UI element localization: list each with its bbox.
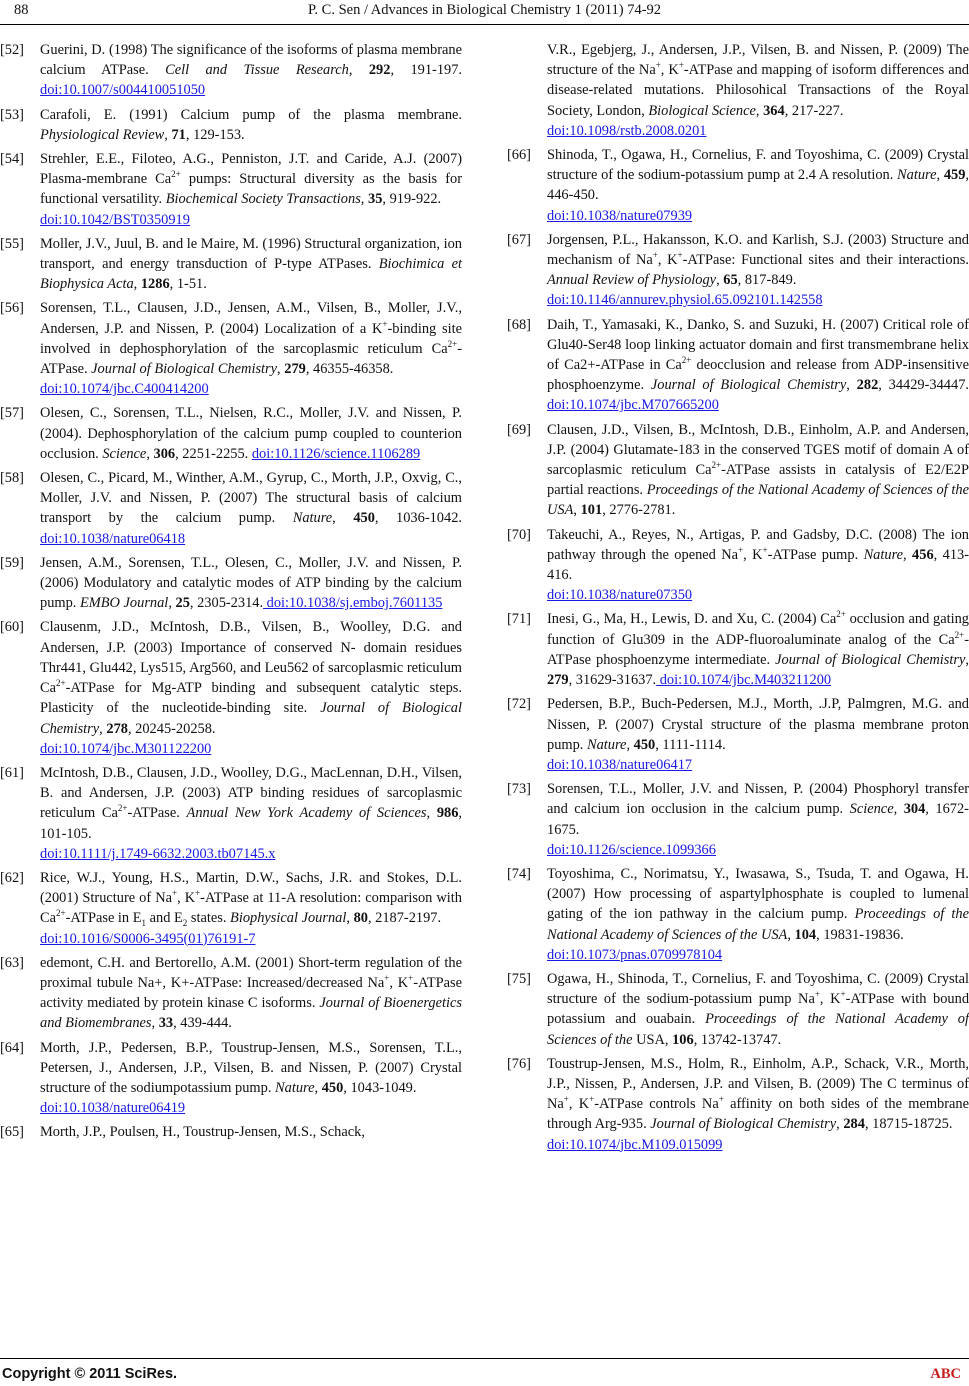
- reference-73: [507, 779, 969, 860]
- reference-text: Jorgensen, P.L., Hakansson, K.O. and Karlish, S.J. (2003) Structure and mechanism of Na+, K+-ATPase: Functional sites and their interactions. Annual Review of Physiology, 65, 817-849. doi:10.1146/annurev.physiol.65.092101.142558: [547, 231, 969, 309]
- doi-link[interactable]: doi:10.1038/nature07350: [547, 587, 693, 604]
- reference-62: [0, 868, 462, 949]
- reference-text: Takeuchi, A., Reyes, N., Artigas, P. and Gadsby, D.C. (2008) The ion pathway through the opened Na+, K+-ATPase pump. Nature, 456, 413-416. doi:10.1038/nature07350: [547, 526, 969, 604]
- reference-56: [0, 298, 462, 399]
- doi-link[interactable]: doi:10.1111/j.1749-6632.2003.tb07145.x: [40, 845, 276, 862]
- reference-number: [70]: [507, 526, 531, 543]
- reference-64: [0, 1038, 462, 1119]
- doi-link[interactable]: doi:10.1074/jbc.M301122200: [40, 740, 212, 757]
- reference-number: [73]: [507, 781, 531, 798]
- reference-text: Jensen, A.M., Sorensen, T.L., Olesen, C., Moller, J.V. and Nissen, P. (2006) Modulatory and catalytic modes of ATP binding by the calcium pump. EMBO Journal, 25, 2305-2314. doi:10.1038/sj.emboj.7601135: [40, 554, 462, 612]
- references-left-column: [0, 40, 462, 1147]
- doi-link[interactable]: doi:10.1073/pnas.0709978104: [547, 946, 723, 963]
- reference-text: Moller, J.V., Juul, B. and le Maire, M. (1996) Structural organization, ion transport, and energy transduction of P-type ATPases. Biochimica et Biophysica Acta, 1286, 1-51.: [40, 235, 462, 293]
- reference-text: McIntosh, D.B., Clausen, J.D., Woolley, D.G., MacLennan, D.H., Vilsen, B. and Andersen, J.P. (2003) ATP binding residues of sarcoplasmic reticulum $Ca^{2+}$-ATPase. Annual New York Academy of Sciences, 986, 101-105. doi:10.1111/j.1749-6632.2003.tb07145.x: [40, 764, 463, 862]
- reference-number: [57]: [0, 405, 24, 422]
- doi-link[interactable]: doi:10.1016/S0006-3495(01)76191-7: [40, 930, 256, 947]
- reference-number: [74]: [507, 865, 531, 882]
- reference-60: [0, 617, 462, 758]
- doi-link[interactable]: doi:10.1007/s004410051050: [40, 82, 206, 99]
- doi-link[interactable]: doi:10.1038/nature07939: [547, 207, 693, 224]
- reference-number: [64]: [0, 1039, 24, 1056]
- reference-66: [507, 145, 969, 226]
- reference-text: Clausen, J.D., Vilsen, B., McIntosh, D.B., Einholm, A.P. and Andersen, J.P. (2004) Glutamate-183 in the conserved TGES motif of domain A of sarcoplasmic reticulum $Ca^{2+}$-ATPase assists in catalysis of E2/E2P partial reactions. Proceedings of the National Academy of Sciences of the USA, 101, 2776-2781.: [547, 421, 969, 519]
- reference-text: Shinoda, T., Ogawa, H., Cornelius, F. and Toyoshima, C. (2009) Crystal structure of the sodium-potassium pump at 2.4 A resolution. Nature, 459, 446-450. doi:10.1038/nature07939: [547, 147, 969, 224]
- reference-number: [54]: [0, 151, 24, 168]
- reference-number: [59]: [0, 554, 24, 571]
- reference-number: [76]: [507, 1055, 531, 1072]
- reference-53: [0, 105, 462, 145]
- reference-text: Olesen, C., Picard, M., Winther, A.M., Gyrup, C., Morth, J.P., Oxvig, C., Moller, J.V. and Nissen, P. (2007) The structural basis of calcium transport by the calcium pump. Nature, 450, 1036-1042. doi:10.1038/nature06418: [40, 470, 462, 547]
- doi-link[interactable]: doi:10.1042/BST0350919: [40, 211, 190, 228]
- reference-number: [58]: [0, 470, 24, 487]
- references-right-column: [507, 40, 969, 1159]
- reference-72: [507, 694, 969, 775]
- reference-number: [52]: [0, 42, 24, 58]
- reference-71: [507, 609, 969, 690]
- reference-text: Strehler, E.E., Filoteo, A.G., Penniston, J.T. and Caride, A.J. (2007) Plasma-membrane $Ca^{2+}$ pumps: Structural diversity as the basis for functional versatility. Biochemical Society Transactions, 35, 919-922. doi:10.1042/BST0350919: [40, 151, 462, 228]
- reference-59: [0, 553, 462, 614]
- reference-67: [507, 230, 969, 311]
- doi-link[interactable]: doi:10.1126/science.1106289: [251, 445, 421, 462]
- reference-57: [0, 403, 462, 464]
- reference-number: [55]: [0, 235, 24, 252]
- reference-text: Sorensen, T.L., Moller, J.V. and Nissen, P. (2004) Phosphoryl transfer and calcium ion occlusion in the calcium pump. Science, 304, 1672-1675. doi:10.1126/science.1099366: [547, 781, 969, 858]
- reference-number: [63]: [0, 954, 24, 971]
- reference-text: Morth, J.P., Pedersen, B.P., Toustrup-Jensen, M.S., Sorensen, T.L., Petersen, J., Andersen, J.P., Vilsen, B. and Nissen, P. (2007) Crystal structure of the sodiumpotassium pump. Nature, 450, 1043-1049. doi:10.1038/nature06419: [40, 1039, 462, 1117]
- header-rule: [0, 24, 969, 25]
- reference-text: Ogawa, H., Shinoda, T., Cornelius, F. and Toyoshima, C. (2009) Crystal structure of the sodium-potassium pump Na+, K+-ATPase with bound potassium and ouabain. Proceedings of the National Academy of Sciences of the USA, 106, 13742-13747.: [547, 970, 969, 1048]
- reference-text: Guerini, D. (1998) The significance of the isoforms of plasma membrane calcium ATPase. Cell and Tissue Research, 292, 191-197. doi:10.1007/s004410051050: [40, 42, 463, 99]
- doi-link[interactable]: doi:10.1126/science.1099366: [547, 841, 716, 858]
- doi-link[interactable]: doi:10.1038/nature06417: [547, 756, 693, 773]
- reference-text: Olesen, C., Sorensen, T.L., Nielsen, R.C., Moller, J.V. and Nissen, P. (2004). Dephosphorylation of the calcium pump coupled to counterion occlusion. Science, 306, 2251-2255. doi:10.1126/science.1106289: [40, 405, 462, 462]
- reference-number: [62]: [0, 869, 24, 886]
- page-number: 88: [14, 2, 29, 18]
- reference-number: [56]: [0, 300, 24, 317]
- publisher-logo: ABC: [930, 1366, 961, 1382]
- reference-74: [507, 864, 969, 965]
- reference-text: Toyoshima, C., Norimatsu, Y., Iwasawa, S., Tsuda, T. and Ogawa, H. (2007) How processing of aspartylphosphate is coupled to lumenal gating of the ion pathway in the calcium pump. Proceedings of the National Academy of Sciences of the USA, 104, 19831-19836. doi:10.1073/pnas.0709978104: [547, 865, 969, 963]
- footer-rule: [0, 1358, 969, 1359]
- reference-number: [75]: [507, 970, 531, 987]
- doi-link[interactable]: doi:10.1038/sj.emboj.7601135: [263, 595, 443, 612]
- reference-text: Toustrup-Jensen, M.S., Holm, R., Einholm, A.P., Schack, V.R., Morth, J.P., Nissen, P., Andersen, J.P. and Vilsen, B. (2009) The C terminus of Na+, K+-ATPase controls Na+ affinity on both sides of the membrane through Arg-935. Journal of Biological Chemistry, 284, 18715-18725. doi:10.1074/jbc.M109.015099: [547, 1055, 969, 1153]
- reference-number: [66]: [507, 147, 531, 164]
- reference-52: [0, 40, 462, 101]
- reference-number: [53]: [0, 106, 24, 123]
- doi-link[interactable]: doi:10.1074/jbc.M109.015099: [547, 1136, 723, 1153]
- reference-61: [0, 763, 462, 864]
- reference-number: [72]: [507, 696, 531, 713]
- reference-text: Sorensen, T.L., Clausen, J.D., Jensen, A.M., Vilsen, B., Moller, J.V., Andersen, J.P. and Nissen, P. (2004) Localization of a K+-binding site involved in dephosphorylation of the sarcoplasmic reticulum $Ca^{2+}$-ATPase. Journal of Biological Chemistry, 279, 46355-46358. doi:10.1074/jbc.C400414200: [40, 300, 462, 398]
- reference-63: [0, 953, 462, 1034]
- reference-70: [507, 525, 969, 606]
- reference-76: [507, 1054, 969, 1155]
- copyright-notice: Copyright © 2011 SciRes.: [2, 1366, 178, 1382]
- reference-text: Morth, J.P., Poulsen, H., Toustrup-Jensen, M.S., Schack,: [40, 1124, 365, 1141]
- doi-link[interactable]: doi:10.1074/jbc.M707665200: [547, 397, 719, 414]
- reference-68: [507, 315, 969, 416]
- reference-55: [0, 234, 462, 295]
- reference-text: Carafoli, E. (1991) Calcium pump of the plasma membrane. Physiological Review, 71, 129-153.: [40, 106, 462, 143]
- reference-number: [65]: [0, 1124, 24, 1141]
- reference-text: Inesi, G., Ma, H., Lewis, D. and Xu, C. (2004) $Ca^{2+}$ occlusion and gating function of Glu309 in the ADP-fluoroaluminate analog of the $Ca^{2+}$-ATPase phosphoenzyme intermediate. Journal of Biological Chemistry, 279, 31629-31637. doi:10.1074/jbc.M403211200: [547, 609, 969, 689]
- reference-65-start: [0, 1122, 462, 1142]
- reference-number: [68]: [507, 316, 531, 333]
- doi-link[interactable]: doi:10.1146/annurev.physiol.65.092101.142558: [547, 292, 823, 309]
- reference-number: [61]: [0, 764, 24, 781]
- reference-text: edemont, C.H. and Bertorello, A.M. (2001) Short-term regulation of the proximal tubule Na+, K+-ATPase: Increased/decreased Na+, K+-ATPase activity mediated by protein kinase C isoforms. Journal of Bioenergetics and Biomembranes, 33, 439-444.: [40, 954, 462, 1032]
- reference-number: [67]: [507, 231, 531, 248]
- reference-text: V.R., Egebjerg, J., Andersen, J.P., Vilsen, B. and Nissen, P. (2009) The structure of the Na+, K+-ATPase and mapping of isoform differences and disease-related mutations. Philosohical Transactions of the Royal Society, London, Biological Science, 364, 217-227. doi:10.1098/rstb.2008.0201: [547, 42, 969, 139]
- reference-text: Clausenm, J.D., McIntosh, D.B., Vilsen, B., Woolley, D.G. and Andersen, J.P. (2003) Importance of conserved N- domain residues Thr441, Glu442, Lys515, Arg560, and Leu562 of sarcoplasmic reticulum $Ca^{2+}$-ATPase for Mg-ATP binding and subsequent catalytic steps. Plasticity of the nucleotide-binding site. Journal of Biological Chemistry, 278, 20245-20258. doi:10.1074/jbc.M301122200: [40, 619, 463, 757]
- reference-number: [60]: [0, 619, 24, 636]
- doi-link[interactable]: doi:10.1038/nature06419: [40, 1100, 186, 1117]
- reference-75: [507, 969, 969, 1050]
- running-title: P. C. Sen / Advances in Biological Chemistry 1 (2011) 74-92: [307, 2, 662, 18]
- reference-number: [69]: [507, 421, 531, 438]
- reference-58: [0, 468, 462, 549]
- reference-number: [71]: [507, 611, 531, 628]
- reference-text: Daih, T., Yamasaki, K., Danko, S. and Suzuki, H. (2007) Critical role of Glu40-Ser48 loop linking actuator domain and first transmembrane helix of Ca2+-ATPase in $Ca^{2+}$ deocclusion and release from ADP-insensitive phosphoenzyme. Journal of Biological Chemistry, 282, 34429-34447. doi:10.1074/jbc.M707665200: [547, 316, 969, 414]
- doi-link[interactable]: doi:10.1038/nature06418: [40, 530, 186, 547]
- reference-69: [507, 420, 969, 521]
- reference-text: Rice, W.J., Young, H.S., Martin, D.W., Sachs, J.R. and Stokes, D.L. (2001) Structure of Na+, K+-ATPase at 11-A resolution: comparison with $Ca^{2+}$-ATPase in $E_1$ and $E_2$ states. Biophysical Journal, 80, 2187-2197. doi:10.1016/S0006-3495(01)76191-7: [40, 869, 462, 947]
- doi-link[interactable]: doi:10.1098/rstb.2008.0201: [547, 122, 707, 139]
- doi-link[interactable]: doi:10.1074/jbc.M403211200: [656, 672, 832, 689]
- reference-54: [0, 149, 462, 230]
- reference-65-continued: [507, 40, 969, 141]
- reference-text: Pedersen, B.P., Buch-Pedersen, M.J., Morth, .J.P, Palmgren, M.G. and Nissen, P. (2007) Crystal structure of the plasma membrane proton pump. Nature, 450, 1111-1114. doi:10.1038/nature06417: [547, 696, 969, 773]
- doi-link[interactable]: doi:10.1074/jbc.C400414200: [40, 381, 209, 398]
